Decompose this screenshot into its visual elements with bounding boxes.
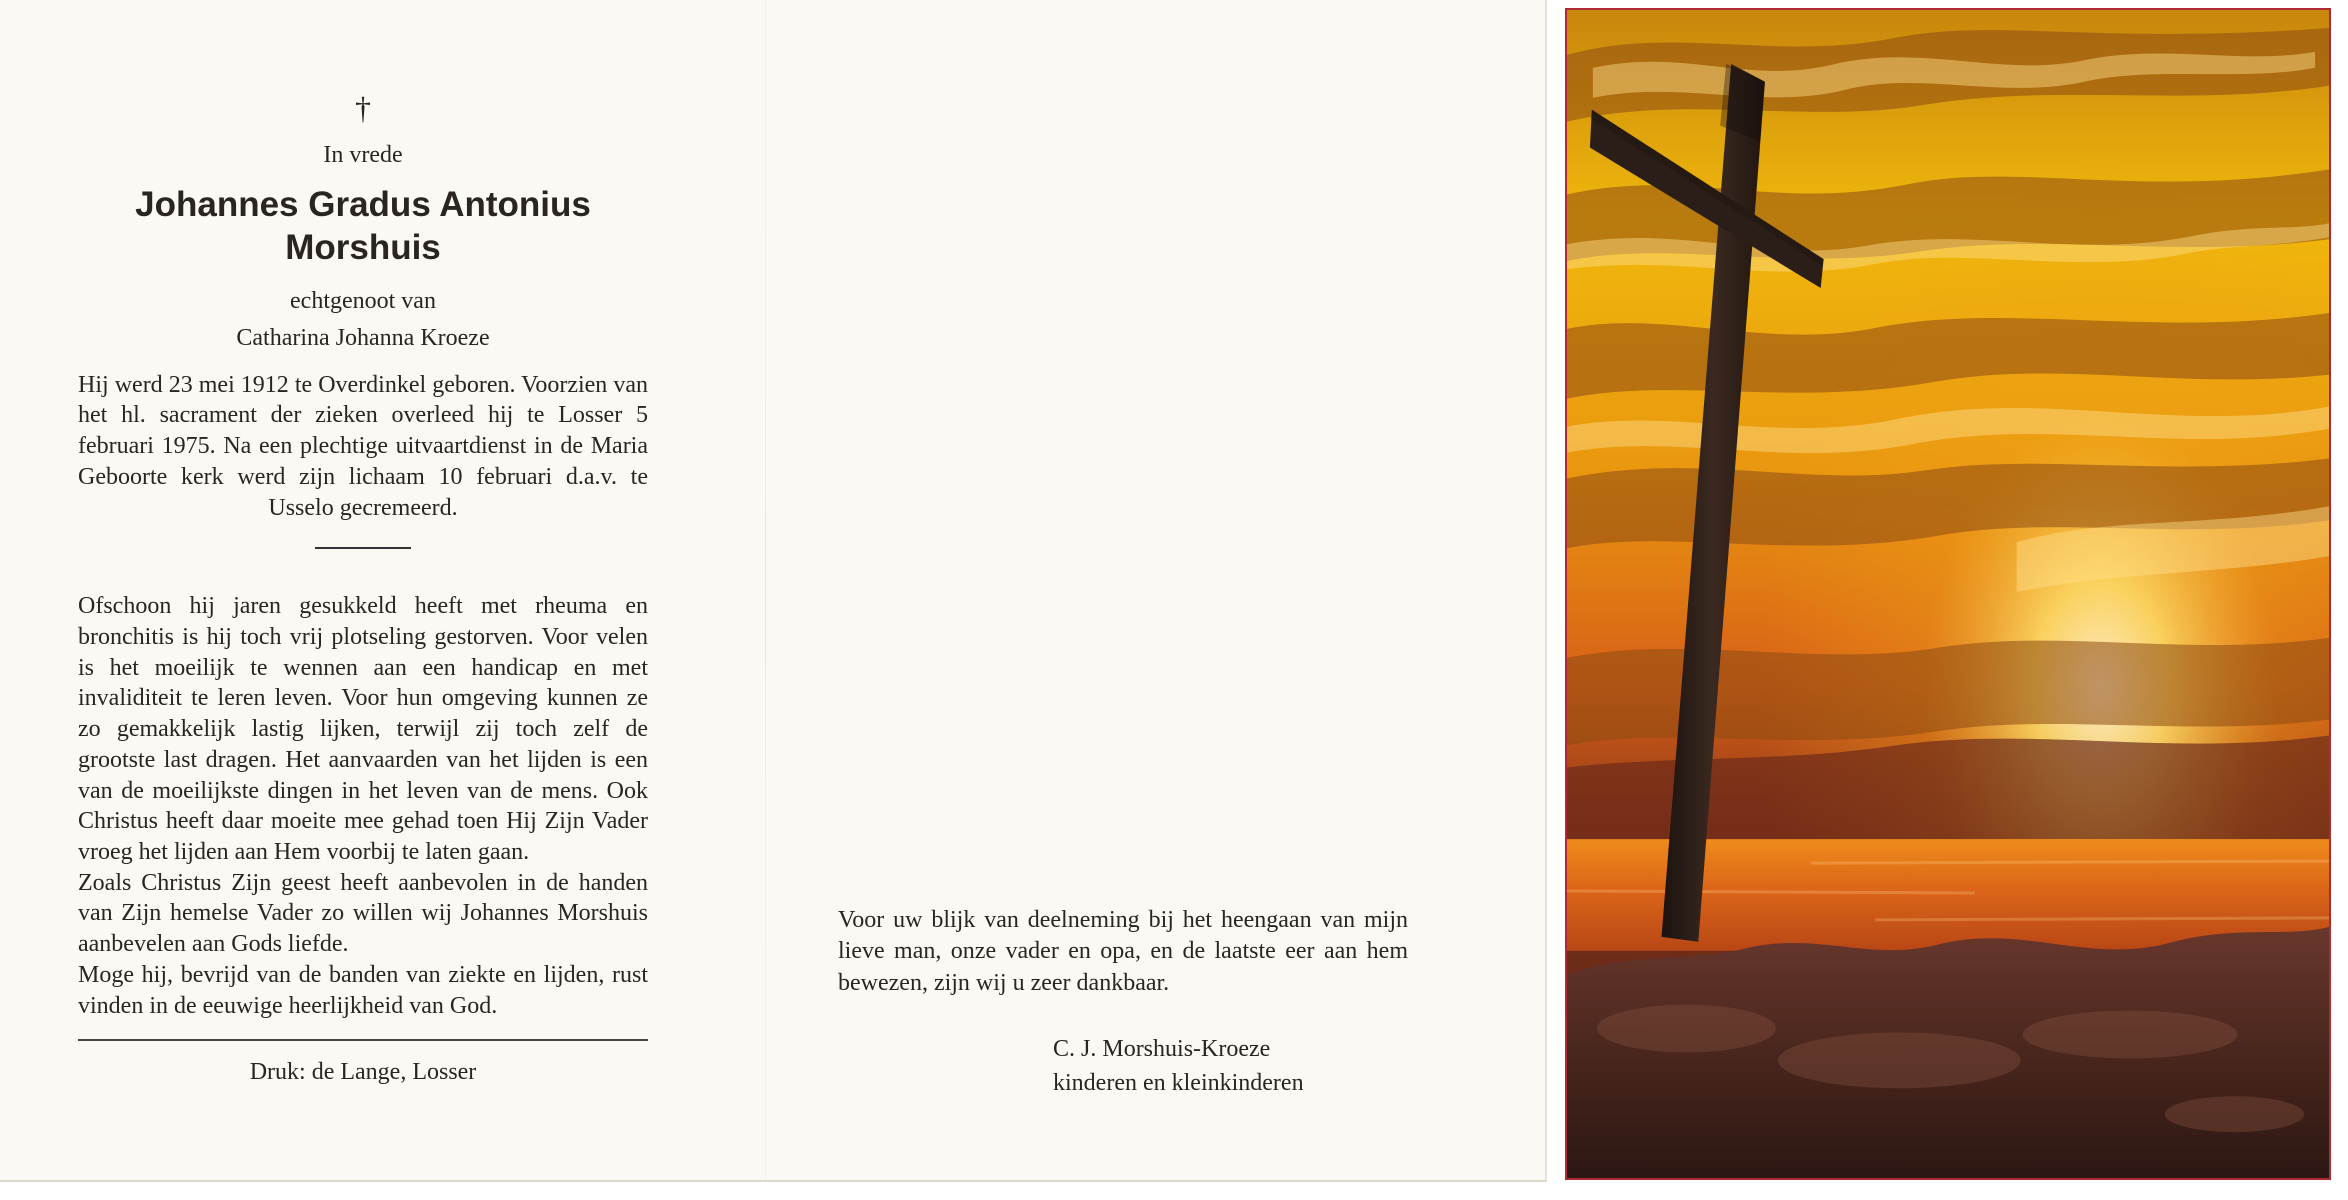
memorial-left-panel xyxy=(78,92,648,1088)
bottom-divider xyxy=(78,1039,648,1041)
deceased-name xyxy=(78,183,648,271)
spouse-name: Catharina Johanna Kroeze xyxy=(236,324,490,351)
spouse-intro: echtgenoot van xyxy=(290,288,436,315)
signature-line-1: C. J. Morshuis-Kroeze xyxy=(1053,1036,1271,1062)
biography-paragraph: Hij werd 23 mei 1912 te Overdinkel geboren. Voorzien van het hl. sacrament der zieken overleed hij te Losser 5 februari 1975. Na een plechtige uitvaartdienst in de Maria Geboorte kerk werd zijn lichaam 10 februari d.a.v. te Usselo gecremeerd. xyxy=(78,371,648,521)
reflection-text xyxy=(78,591,648,1021)
reflection-paragraph-1: Ofschoon hij jaren gesukkeld heeft met rheuma en bronchitis is hij toch vrij plotseling gestorven. Voor velen is het moeilijk te wennen aan een handicap en met invaliditeit te leren leven. Voor hun omgeving kunnen ze zo gemakkelijk lastig lijken, terwijl zij toch zelf de grootste last dragen. Het aanvaarden van het lijden is een van de moeilijkste dingen in het leven van de mens. Ook Christus heeft daar moeite mee gehad toen Hij Zijn Vader vroeg het lijden aan Hem voorbij te laten gaan. xyxy=(78,593,648,865)
cross-symbol: † xyxy=(355,90,371,126)
signature-block xyxy=(1053,1032,1413,1100)
printer-credit: Druk: de Lange, Losser xyxy=(249,1059,477,1086)
reflection-paragraph-2: Zoals Christus Zijn geest heeft aanbevolen in de handen van Zijn hemelse Vader zo willen wij Johannes Morshuis aanbevelen aan Gods liefde. xyxy=(78,869,648,958)
reflection-paragraph-3: Moge hij, bevrijd van de banden van ziekte en lijden, rust vinden in de eeuwige heerlijkheid van God. xyxy=(78,961,648,1019)
deceased-name-line-1: Johannes Gradus Antonius xyxy=(135,184,591,224)
in-vrede-heading: In vrede xyxy=(323,142,403,168)
signature-line-2: kinderen en kleinkinderen xyxy=(1053,1070,1304,1097)
deceased-name-line-2: Morshuis xyxy=(285,228,441,268)
sunset-cross-illustration xyxy=(1567,10,2329,1178)
sunset-cross-photo xyxy=(1565,8,2331,1180)
section-divider xyxy=(315,547,411,549)
thanks-message: Voor uw blijk van deelneming bij het heengaan van mijn lieve man, onze vader en opa, en de laatste eer aan hem bewezen, zijn wij u zeer dankbaar. xyxy=(838,907,1408,996)
card-fold-line xyxy=(765,0,766,1180)
